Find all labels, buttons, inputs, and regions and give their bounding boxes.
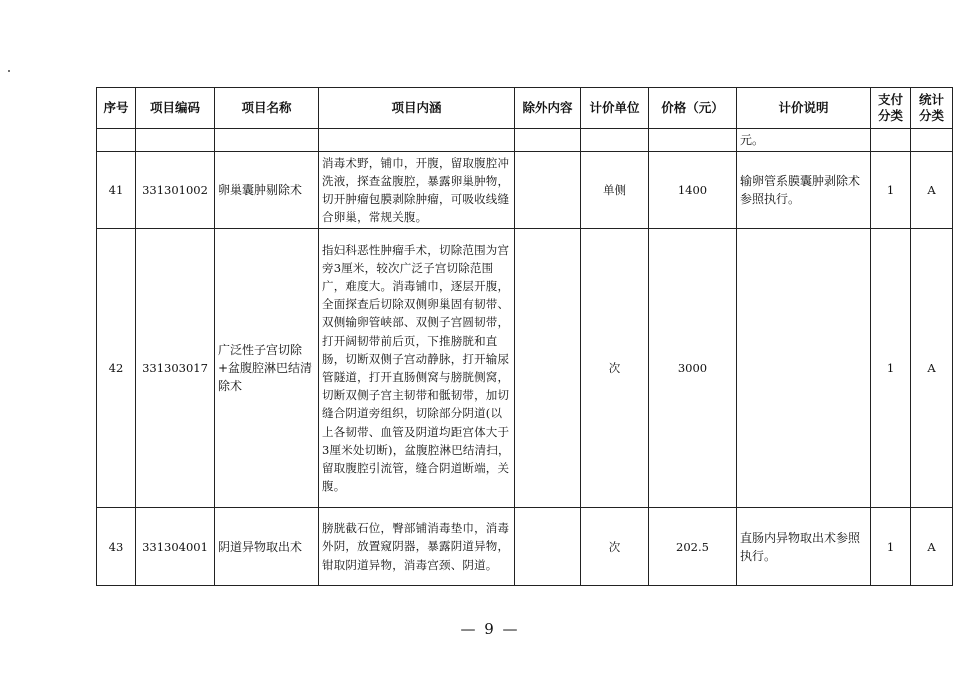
row-note: 直肠内异物取出术参照执行。 [737, 508, 871, 586]
carryover-row [97, 129, 953, 152]
header-pay-line2: 分类 [877, 108, 903, 123]
row-note [737, 229, 871, 508]
row-seq: 43 [97, 508, 136, 586]
row-code: 331303017 [136, 229, 215, 508]
header-unit: 计价单位 [581, 88, 649, 129]
row-exclusions [515, 152, 581, 229]
row-code: 331301002 [136, 152, 215, 229]
table-row [97, 152, 953, 229]
row-unit: 次 [581, 508, 649, 586]
row-code: 331304001 [136, 508, 215, 586]
row-stat-category: A [911, 229, 953, 508]
header-name: 项目名称 [215, 88, 319, 129]
row-price: 1400 [649, 152, 737, 229]
row-stat-category: A [911, 152, 953, 229]
row-note: 输卵管系膜囊肿剥除术参照执行。 [737, 152, 871, 229]
table-row [97, 508, 953, 586]
header-stat-line2: 分类 [918, 108, 944, 123]
row-seq: 42 [97, 229, 136, 508]
header-note: 计价说明 [737, 88, 871, 129]
row-content: 消毒术野，铺巾，开腹，留取腹腔冲洗液，探查盆腹腔，暴露卵巢肿物，切开肿瘤包膜剥除肿瘤，可吸收线缝合卵巢，常规关腹。 [319, 152, 515, 229]
table-row [97, 229, 953, 508]
scan-speck [8, 70, 10, 72]
row-content: 膀胱截石位，臀部铺消毒垫巾，消毒外阴，放置窥阴器，暴露阴道异物，钳取阴道异物，消毒宫颈、阴道。 [319, 508, 515, 586]
header-price: 价格（元） [649, 88, 737, 129]
row-exclusions [515, 508, 581, 586]
row-exclusions [515, 229, 581, 508]
pricing-table [96, 87, 953, 586]
row-price: 3000 [649, 229, 737, 508]
row-pay-category: 1 [871, 229, 911, 508]
carryover-note: 元。 [737, 129, 871, 152]
page-number: — 9 — [460, 620, 520, 638]
row-seq: 41 [97, 152, 136, 229]
row-pay-category: 1 [871, 508, 911, 586]
row-unit: 次 [581, 229, 649, 508]
header-pay-line1: 支付 [877, 92, 903, 107]
row-stat-category: A [911, 508, 953, 586]
header-stat-line1: 统计 [918, 92, 944, 107]
row-pay-category: 1 [871, 152, 911, 229]
row-price: 202.5 [649, 508, 737, 586]
header-pay-category [871, 88, 911, 129]
row-name: 卵巢囊肿剔除术 [215, 152, 319, 229]
header-code: 项目编码 [136, 88, 215, 129]
header-seq: 序号 [97, 88, 136, 129]
row-content: 指妇科恶性肿瘤手术，切除范围为宫旁3厘米，较次广泛子宫切除范围广，难度大。消毒铺巾，逐层开腹，全面探查后切除双侧卵巢固有韧带、双侧输卵管峡部、双侧子宫圆韧带，打开阔韧带前后页，下推膀胱和直肠，切断双侧子宫动静脉，打开输尿管隧道，打开直肠侧窝与膀胱侧窝，切断双侧子宫主韧带和骶韧带，加切缝合阴道旁组织，切除部分阴道(以上各韧带、血管及阴道均距宫体大于3厘米处切断)，盆腹腔淋巴结清扫，留取腹腔引流管，缝合阴道断端，关腹。 [319, 229, 515, 508]
header-content: 项目内涵 [319, 88, 515, 129]
header-stat-category [911, 88, 953, 129]
row-unit: 单侧 [581, 152, 649, 229]
row-name: 广泛性子宫切除+盆腹腔淋巴结清除术 [215, 229, 319, 508]
header-exclusions: 除外内容 [515, 88, 581, 129]
row-name: 阴道异物取出术 [215, 508, 319, 586]
header-row [97, 88, 953, 129]
